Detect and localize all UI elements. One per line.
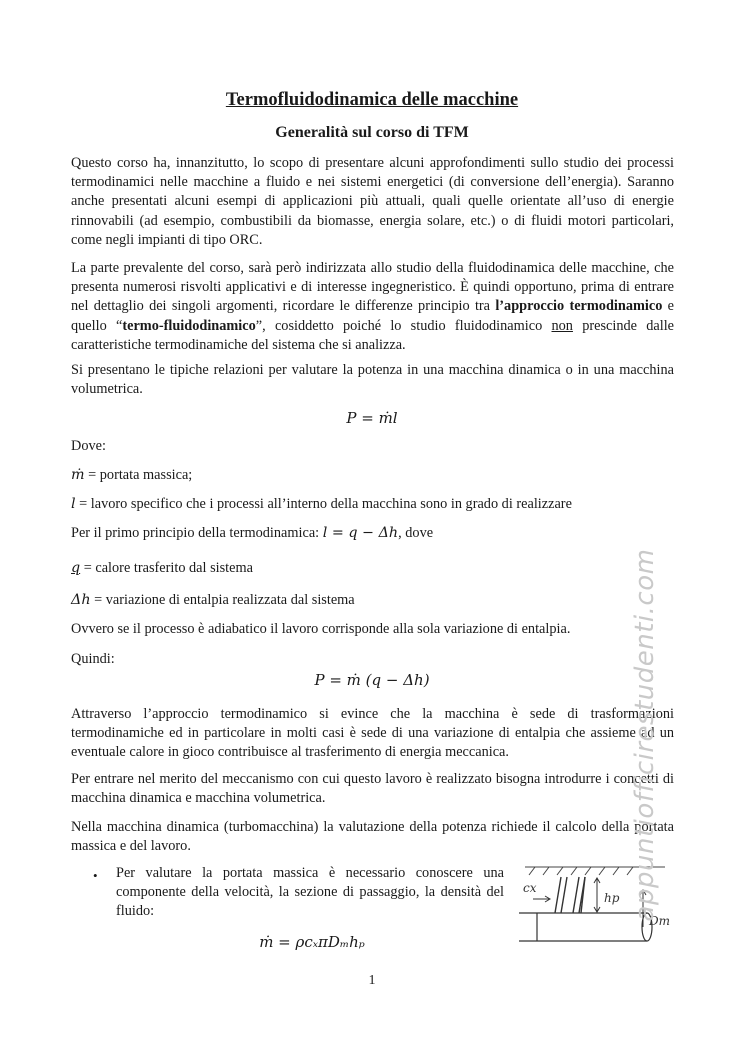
definition-mass-flow: ṁ = portata massica; bbox=[71, 467, 193, 483]
dove-label: Dove: bbox=[71, 438, 106, 454]
power-relations-paragraph: Si presentano le tipiche relazioni per valutare la potenza in una macchina dinamica o in una macchina volumetrica. bbox=[71, 362, 674, 398]
label-cx: cx bbox=[523, 881, 537, 895]
formula-mass-flow: ṁ = ρcₓπDₘhₚ bbox=[259, 933, 365, 951]
page-number: 1 bbox=[368, 973, 376, 988]
bold-term-thermofluid: termo-fluidodinamico bbox=[122, 317, 256, 334]
watermark bbox=[620, 540, 662, 930]
label-hp: hp bbox=[604, 891, 620, 905]
dynamic-machine-paragraph: Nella macchina dinamica (turbomacchina) la valutazione della potenza richiede il calcolo della portata massica e del lavoro. bbox=[71, 819, 674, 855]
adiabatic-line: Ovvero se il processo è adiabatico il lavoro corrisponde alla sola variazione di entalpia. bbox=[71, 621, 571, 637]
label-dm: Dm bbox=[649, 914, 670, 928]
mechanism-paragraph: Per entrare nel merito del meccanismo con cui questo lavoro è realizzato bisogna introdurre i concetti di macchina dinamica e macchina volumetrica. bbox=[71, 771, 674, 807]
approach-paragraph: La parte prevalente del corso, sarà però indirizzata allo studio della fluidodinamica delle macchine, che presenta numerosi risvolti applicativi e di interesse ingegneristico. È quindi opportuno, prima di entrare nel dettaglio dei singoli argomenti, ricordare le differenze principio tra l’approccio termodinamico e quello “termo-fluidodinamico”, cosiddetto poiché lo studio fluidodinamico non prescinde dalle caratteristiche termodinamiche del sistema che si analizza. bbox=[71, 260, 675, 353]
quindi-label: Quindi: bbox=[71, 651, 115, 667]
intro-paragraph: Questo corso ha, innanzitutto, lo scopo di presentare alcuni approfondimenti sullo studio dei processi termodinamici nelle macchine a fluido e nei sistemi energetici (di conversione dell’energia). Saranno anche presentati alcuni esempi di applicazioni più attuali, quali quelle orientate all’uso di energie rinnovabili (ad esempio, combustibili da biomasse, energia solare, etc.) o di fluidi motori particolari, come negli impianti di tipo ORC. bbox=[71, 155, 674, 248]
formula-power-expanded: P = ṁ (q − Δh) bbox=[314, 671, 430, 689]
definition-specific-work: l = lavoro specifico che i processi all’interno della macchina sono in grado di realizzare bbox=[71, 496, 572, 512]
watermark-text: appuntiofficirestudenti.com bbox=[630, 548, 660, 922]
page-title: Termofluidodinamica delle macchine bbox=[225, 90, 519, 110]
first-principle-line: Per il primo principio della termodinamica: l = q − Δh, dove bbox=[71, 525, 434, 541]
definition-enthalpy: Δh = variazione di entalpia realizzata dal sistema bbox=[71, 592, 355, 608]
section-subtitle: Generalità sul corso di TFM bbox=[275, 124, 469, 141]
thermodynamic-approach-paragraph: Attraverso l’approccio termodinamico si evince che la macchina è sede di trasformazioni termodinamiche ed in particolare in molti casi è sede di una variazione di entalpia che assieme ad un eventuale calore in gioco contribuisce al trasferimento di energia meccanica. bbox=[71, 706, 674, 761]
bullet-marker: • bbox=[93, 868, 98, 883]
formula-first-principle: l = q − Δh bbox=[322, 525, 399, 541]
formula-power: P = ṁl bbox=[346, 409, 398, 427]
bold-term-thermodynamic: l’approccio termodinamico bbox=[495, 298, 663, 315]
definition-heat: q = calore trasferito dal sistema bbox=[71, 560, 253, 576]
underlined-non: non bbox=[551, 317, 573, 334]
bullet-mass-flow: Per valutare la portata massica è necessario conoscere una componente della velocità, la sezione di passaggio, la densità del fluido: bbox=[116, 865, 504, 920]
